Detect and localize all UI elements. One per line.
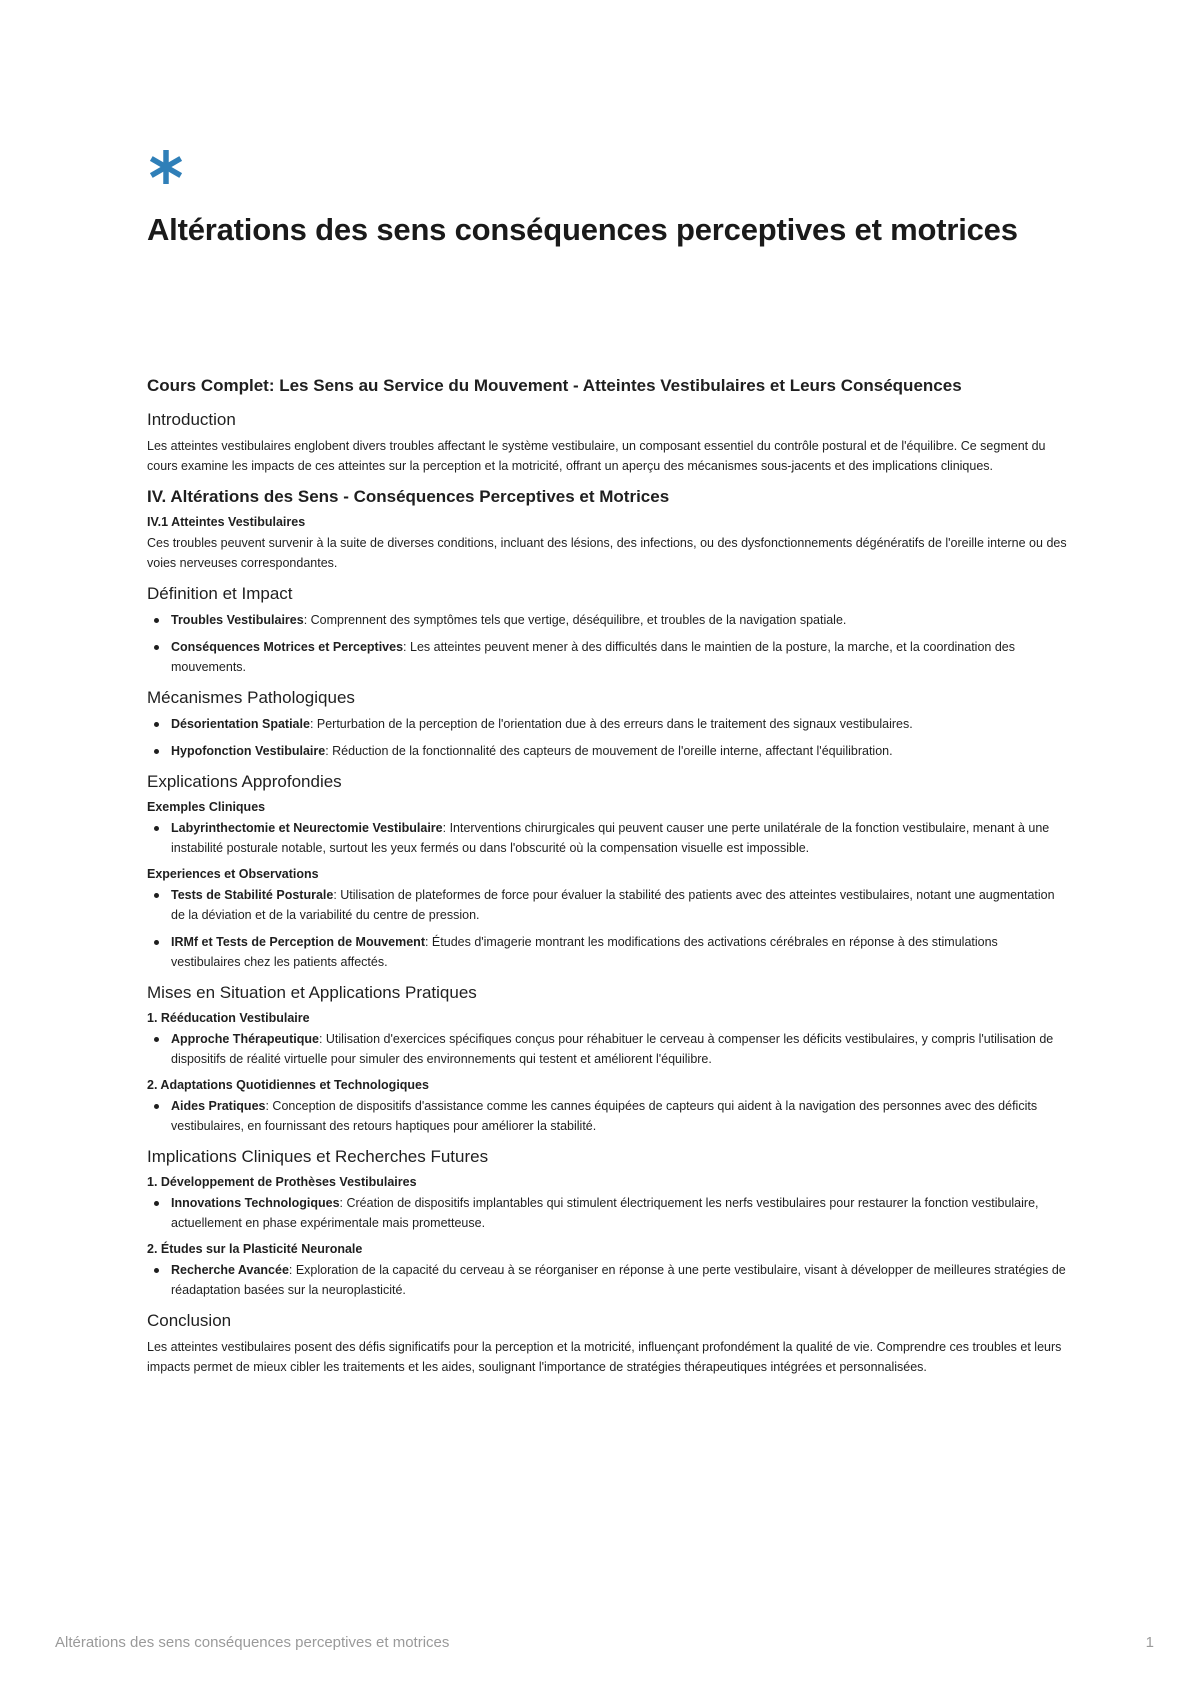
list-item bbox=[171, 818, 1067, 858]
page-title: Altérations des sens conséquences perceptives et motrices bbox=[147, 212, 1018, 247]
list-item bbox=[171, 885, 1067, 925]
experiences-subheading: Experiences et Observations bbox=[147, 867, 319, 881]
definition-heading: Définition et Impact bbox=[147, 584, 293, 603]
list-item bbox=[171, 610, 1067, 630]
implications-heading: Implications Cliniques et Recherches Futures bbox=[147, 1147, 489, 1166]
list-item bbox=[171, 637, 1067, 677]
list-item bbox=[171, 1193, 1067, 1233]
list-item-term: Hypofonction Vestibulaire bbox=[171, 744, 326, 758]
list-item bbox=[171, 1029, 1067, 1069]
list-item bbox=[171, 714, 1067, 734]
list-item-term: Recherche Avancée bbox=[171, 1263, 289, 1277]
list-item bbox=[171, 932, 1067, 972]
list-item-desc: : Perturbation de la perception de l'orientation due à des erreurs dans le traitement des signaux vestibulaires. bbox=[309, 717, 913, 731]
list-item-desc: : Comprennent des symptômes tels que vertige, déséquilibre, et troubles de la navigation spatiale. bbox=[303, 613, 847, 627]
conclusion-text: Les atteintes vestibulaires posent des défis significatifs pour la perception et la motricité, influençant profondément la qualité de vie. Comprendre ces troubles et leurs impacts permet de mieux cibler les traitements et les aides, soulignant l'importance de stratégies thérapeutiques intégrées et personnalisées. bbox=[147, 1340, 1062, 1374]
list-item-desc: : Utilisation de plateformes de force pour évaluer la stabilité des patients avec des atteintes vestibulaires, notant une augmentation de la déviation et de la variabilité du centre de pression. bbox=[171, 888, 1055, 922]
experiences-list bbox=[147, 885, 1067, 972]
intro-text: Les atteintes vestibulaires englobent divers troubles affectant le système vestibulaire, un composant essentiel du contrôle postural et de l'équilibre. Ce segment du cours examine les impacts de ces atteintes sur la perception et la motricité, offrant un aperçu des mécanismes sous-jacents et des implications cliniques. bbox=[147, 439, 1046, 473]
list-item-desc: : Réduction de la fonctionnalité des capteurs de mouvement de l'oreille interne, affectant l'équilibration. bbox=[325, 744, 893, 758]
explications-heading: Explications Approfondies bbox=[147, 772, 342, 791]
asterisk-icon bbox=[147, 148, 185, 186]
list-item-term: Tests de Stabilité Posturale bbox=[171, 888, 334, 902]
page-number: 1 bbox=[1145, 1634, 1154, 1651]
list-item-term: Approche Thérapeutique bbox=[171, 1032, 319, 1046]
plasticite-subheading: 2. Études sur la Plasticité Neuronale bbox=[147, 1242, 363, 1256]
list-item-term: IRMf et Tests de Perception de Mouvement bbox=[171, 935, 425, 949]
list-item-term: Troubles Vestibulaires bbox=[171, 613, 304, 627]
list-item-term: Labyrinthectomie et Neurectomie Vestibulaire bbox=[171, 821, 443, 835]
adaptations-list bbox=[147, 1096, 1067, 1136]
list-item-desc: : Exploration de la capacité du cerveau à se réorganiser en réponse à une perte vestibulaire, visant à développer de meilleures stratégies de réadaptation basées sur la neuroplasticité. bbox=[171, 1263, 1066, 1297]
definition-list bbox=[147, 610, 1067, 677]
section-iv1-subheading: IV.1 Atteintes Vestibulaires bbox=[147, 515, 306, 529]
document-body bbox=[147, 373, 1067, 1381]
list-item-desc: : Les atteintes peuvent mener à des difficultés dans le maintien de la posture, la marche, et la coordination des mouvements. bbox=[171, 640, 1015, 674]
list-item-term: Désorientation Spatiale bbox=[171, 717, 310, 731]
list-item-desc: : Conception de dispositifs d'assistance comme les cannes équipées de capteurs qui aident à la navigation des personnes avec des déficits vestibulaires, en fournissant des retours haptiques pour améliorer la stabilité. bbox=[171, 1099, 1038, 1133]
list-item-desc: : Utilisation d'exercices spécifiques conçus pour réhabituer le cerveau à compenser les déficits vestibulaires, y compris l'utilisation de dispositifs de réalité virtuelle pour simuler des environnements qui testent et améliorent l'équilibre. bbox=[171, 1032, 1054, 1066]
reeducation-list bbox=[147, 1029, 1067, 1069]
exemples-list bbox=[147, 818, 1067, 858]
plasticite-list bbox=[147, 1260, 1067, 1300]
list-item bbox=[171, 741, 1067, 761]
mecanismes-heading: Mécanismes Pathologiques bbox=[147, 688, 355, 707]
section-iv1-text: Ces troubles peuvent survenir à la suite de diverses conditions, incluant des lésions, des infections, ou des dysfonctionnements dégénératifs de l'oreille interne ou des voies nerveuses correspondantes. bbox=[147, 536, 1067, 570]
list-item-term: Aides Pratiques bbox=[171, 1099, 266, 1113]
footer-title: Altérations des sens conséquences perceptives et motrices bbox=[55, 1634, 450, 1651]
course-subtitle: Cours Complet: Les Sens au Service du Mouvement - Atteintes Vestibulaires et Leurs Conséquences bbox=[147, 376, 962, 395]
list-item-desc: : Création de dispositifs implantables qui stimulent électriquement les nerfs vestibulaires pour restaurer la fonction vestibulaire, actuellement en phase expérimentale mais prometteuse. bbox=[171, 1196, 1039, 1230]
list-item-desc: : Interventions chirurgicales qui peuvent causer une perte unilatérale de la fonction vestibulaire, menant à une instabilité posturale notable, surtout les yeux fermés ou dans l'obscurité où la compensation visuelle est impossible. bbox=[171, 821, 1050, 855]
list-item bbox=[171, 1096, 1067, 1136]
list-item-desc: : Études d'imagerie montrant les modifications des activations cérébrales en réponse à des stimulations vestibulaires chez les patients affectés. bbox=[171, 935, 998, 969]
mises-heading: Mises en Situation et Applications Pratiques bbox=[147, 983, 477, 1002]
intro-heading: Introduction bbox=[147, 410, 236, 429]
protheses-subheading: 1. Développement de Prothèses Vestibulaires bbox=[147, 1175, 417, 1189]
list-item bbox=[171, 1260, 1067, 1300]
reeducation-subheading: 1. Rééducation Vestibulaire bbox=[147, 1011, 310, 1025]
mecanismes-list bbox=[147, 714, 1067, 761]
adaptations-subheading: 2. Adaptations Quotidiennes et Technologiques bbox=[147, 1078, 429, 1092]
section-iv-heading: IV. Altérations des Sens - Conséquences Perceptives et Motrices bbox=[147, 487, 670, 506]
conclusion-heading: Conclusion bbox=[147, 1311, 232, 1330]
list-item-term: Conséquences Motrices et Perceptives bbox=[171, 640, 404, 654]
protheses-list bbox=[147, 1193, 1067, 1233]
exemples-subheading: Exemples Cliniques bbox=[147, 800, 266, 814]
list-item-term: Innovations Technologiques bbox=[171, 1196, 340, 1210]
